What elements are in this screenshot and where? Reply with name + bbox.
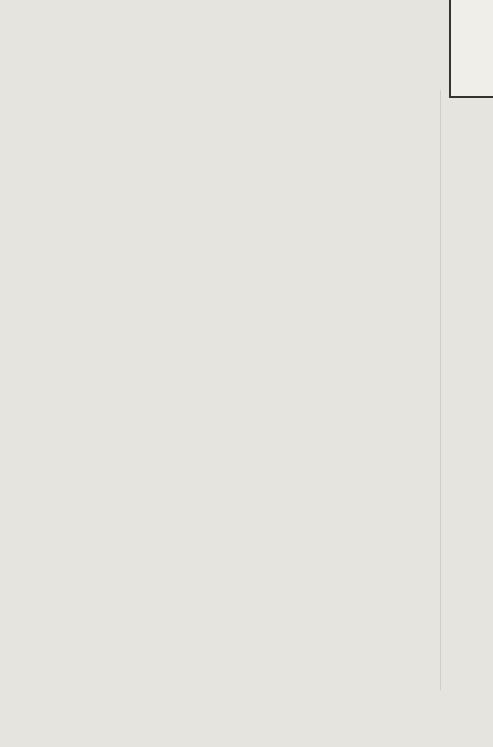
- header-rule: [440, 90, 441, 690]
- library-stamp: [449, 0, 493, 98]
